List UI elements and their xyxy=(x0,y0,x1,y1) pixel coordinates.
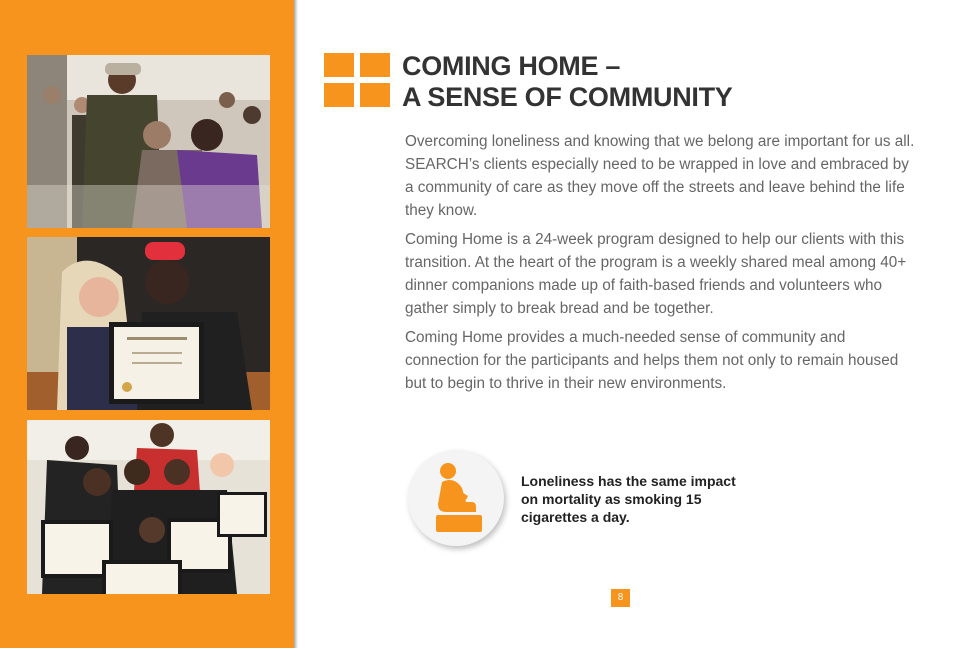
paragraph-2: Coming Home is a 24-week program designed to help our clients with this transition. At the heart of the program is a weekly shared meal among 40+ dinner companions made up of faith-based friends and volunteers who gather simply to break bread and be together. xyxy=(405,231,907,317)
search-logo-icon xyxy=(324,53,390,107)
photo-certificate-pair xyxy=(27,237,270,410)
title-line-2: A SENSE OF COMMUNITY xyxy=(402,82,733,112)
page-title xyxy=(402,51,922,113)
sidebar-shadow xyxy=(294,0,298,648)
stat-badge xyxy=(408,450,504,546)
page-number: 8 xyxy=(611,589,630,607)
photo-hug-at-dinner xyxy=(27,55,270,228)
stat-caption: Loneliness has the same impact on mortality as smoking 15 cigarettes a day. xyxy=(521,473,736,525)
paragraph-1: Overcoming loneliness and knowing that we belong are important for us all. SEARCH’s clients especially need to be wrapped in love and embraced by a community of care as they move off the streets and leave behind the life they know. xyxy=(405,133,915,219)
body-copy xyxy=(405,130,920,401)
photo-graduates-group xyxy=(27,420,270,594)
title-line-1: COMING HOME – xyxy=(402,51,621,81)
lonely-person-sitting-icon xyxy=(432,462,482,532)
paragraph-3: Coming Home provides a much-needed sense of community and connection for the participants and helps them not only to remain housed but to begin to thrive in their new environments. xyxy=(405,329,899,392)
photo-sidebar xyxy=(0,0,294,648)
